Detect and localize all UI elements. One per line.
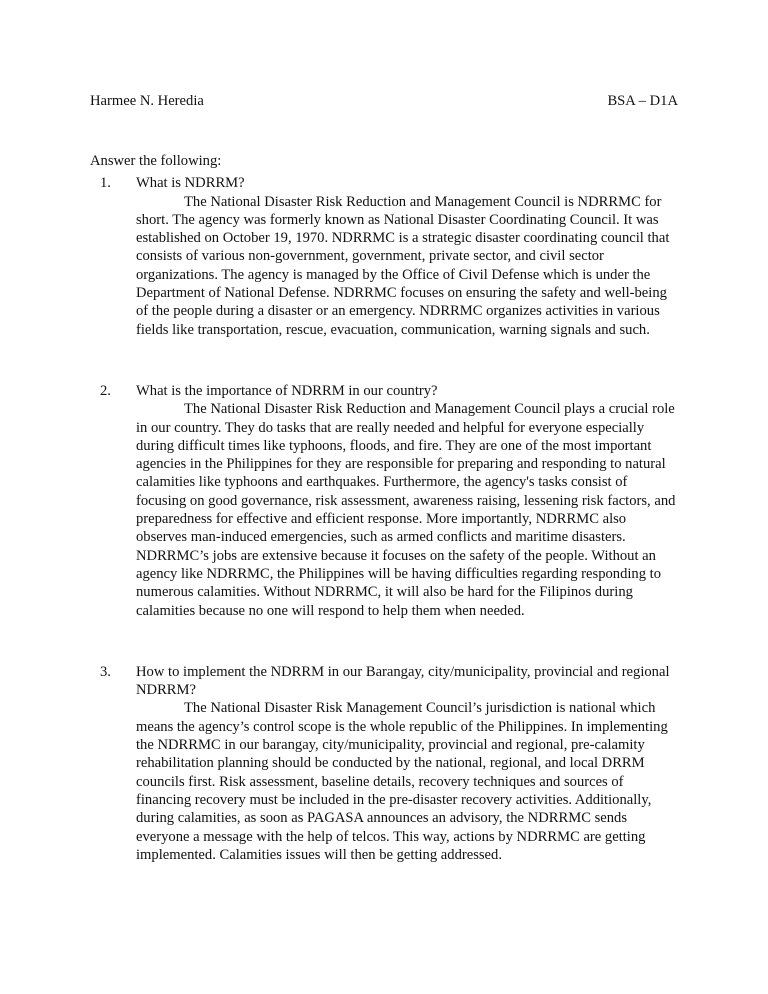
- list-item: [90, 663, 678, 864]
- question-text: How to implement the NDRRM in our Barangay, city/municipality, provincial and regional NDRRM?: [136, 663, 670, 699]
- item-number: 2.: [100, 382, 111, 399]
- author-name: Harmee N. Heredia: [90, 93, 204, 109]
- item-number: 1.: [100, 175, 111, 192]
- list-item: [90, 174, 678, 339]
- item-number: 3.: [100, 663, 111, 680]
- instruction-text: Answer the following:: [90, 153, 222, 169]
- document-page: [90, 92, 678, 864]
- question-text: What is NDRRM?: [136, 175, 245, 192]
- answer-text: The National Disaster Risk Reduction and Management Council plays a crucial role in our country. They do tasks that are really needed and helpful for everyone especially during difficult times like typhoons, floods, and fire. They are one of the most important agencies in the Philippines for they are responsible for preparing and responding to natural calamities like typhoons and earthquakes. Furthermore, the agency's tasks consist of focusing on good governance, risk assessment, awareness raising, lessening risk factors, and preparedness for effective and efficient response. More importantly, NDRRMC also observes man-induced emergencies, such as armed conflicts and maritime disasters. NDRRMC’s jobs are extensive because it focuses on the safety of the people. Without an agency like NDRRMC, the Philippines will be having difficulties regarding responding to numerous calamities. Without NDRRMC, it will also be hard for the Filipinos during calamities because no one will respond to help them when needed.: [136, 401, 676, 619]
- question-list: [90, 174, 678, 864]
- answer-text: The National Disaster Risk Management Council’s jurisdiction is national which means the agency’s control scope is the whole republic of the Philippines. In implementing the NDRRMC in our barangay, city/municipality, provincial and regional, pre-calamity rehabilitation planning should be conducted by the national, regional, and local DRRM councils first. Risk assessment, baseline details, recovery techniques and sources of financing recovery must be included in the pre-disaster recovery activities. Additionally, during calamities, as soon as PAGASA announces an advisory, the NDRRMC sends everyone a message with the help of telcos. This way, actions by NDRRMC are getting implemented. Calamities issues will then be getting addressed.: [136, 700, 668, 863]
- question-text: What is the importance of NDRRM in our country?: [136, 382, 438, 399]
- course-section: BSA – D1A: [607, 93, 678, 109]
- list-item: [90, 382, 678, 620]
- document-header: [90, 92, 678, 112]
- answer-text: The National Disaster Risk Reduction and Management Council is NDRRMC for short. The agency was formerly known as National Disaster Coordinating Council. It was established on October 19, 1970. NDRRMC is a strategic disaster coordinating council that consists of various non-government, government, private sector, and civil sector organizations. The agency is managed by the Office of Civil Defense which is under the Department of National Defense. NDRRMC focuses on ensuring the safety and well-being of the people during a disaster or an emergency. NDRRMC organizes activities in various fields like transportation, rescue, evacuation, communication, warning signals and such.: [136, 193, 670, 338]
